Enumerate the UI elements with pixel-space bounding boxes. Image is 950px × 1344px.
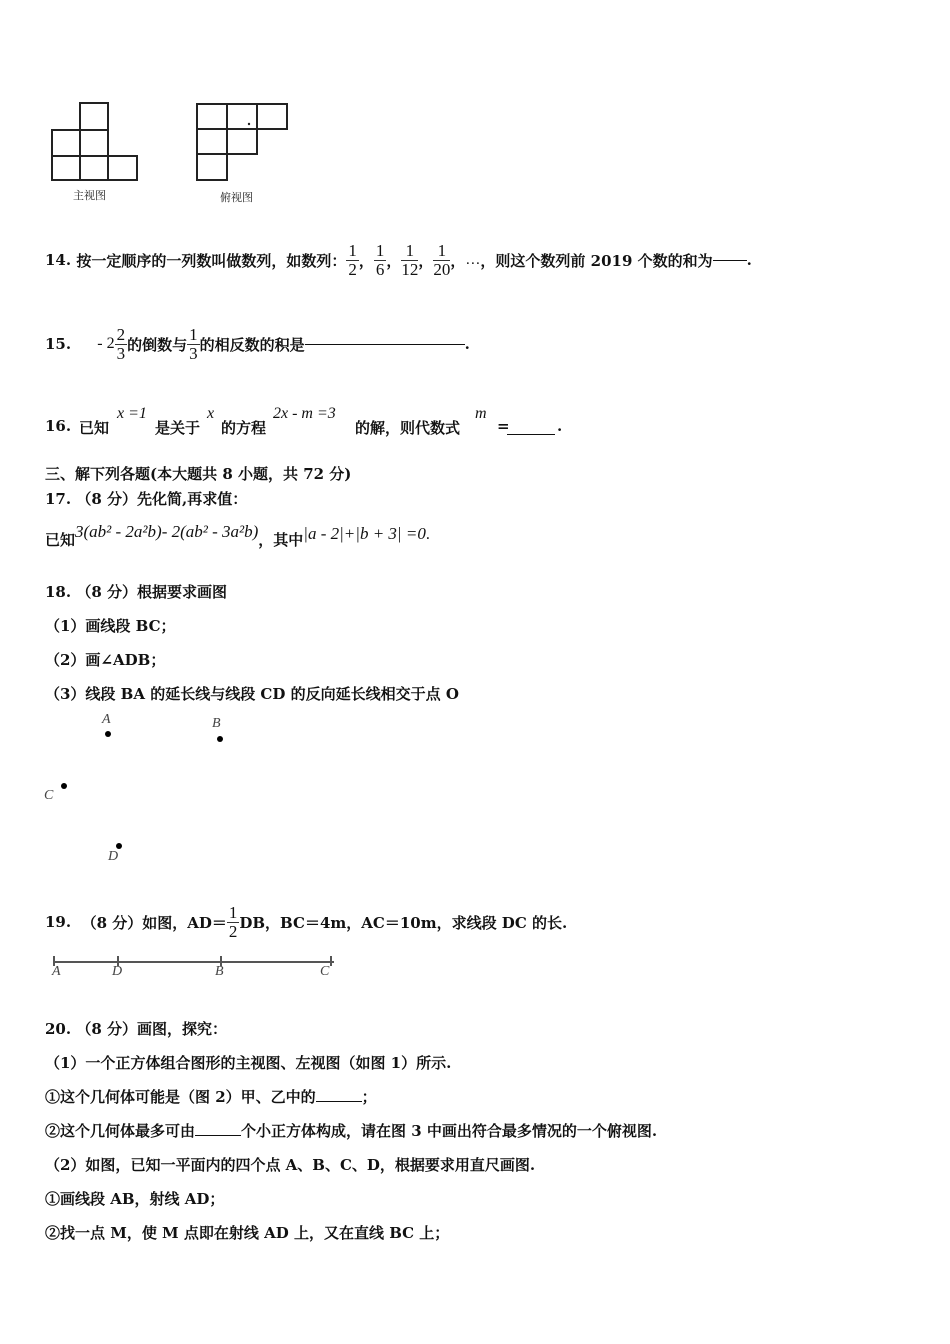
- q15-fraction: $\frac{1}{3}$: [189, 324, 198, 363]
- question-17-body: [45, 520, 430, 550]
- q16-text-2: 是关于: [155, 419, 201, 437]
- q19-number: 19.: [45, 913, 72, 931]
- q17-end: .: [425, 526, 430, 543]
- q20-line-6: ①画线段 AB，射线 AD；: [45, 1190, 225, 1208]
- question-15: [45, 322, 470, 366]
- q14-fraction-3: $\frac{1}{12}$: [401, 240, 419, 279]
- top-view-caption: 俯视图: [220, 191, 253, 204]
- q16-var-2: m: [475, 405, 487, 422]
- front-view-caption: 主视图: [73, 189, 106, 202]
- q15-answer-blank[interactable]: [305, 343, 465, 345]
- q17-text-1: 已知: [45, 530, 76, 549]
- q18-item-1: （1）画线段 BC；: [45, 617, 176, 635]
- q16-end: .: [557, 417, 563, 435]
- point-b-label: B: [212, 716, 221, 731]
- q17-condition: |a - 2|+|b + 3| =0: [303, 524, 426, 543]
- q19-fraction: $\frac{1}{2}$: [228, 902, 238, 941]
- front-view-figure: [48, 100, 143, 185]
- q14-sep: ，: [386, 251, 402, 270]
- q15-mixed-fraction: $\frac{2}{3}$: [116, 324, 126, 363]
- q20-heading: 20. （8 分）画图，探究：: [45, 1020, 227, 1038]
- q20-line-5: （2）如图，已知一平面内的四个点 A、B、C、D，根据要求用直尺画图.: [45, 1156, 536, 1174]
- point-d-label: D: [108, 849, 119, 864]
- q14-fraction-4: $\frac{1}{20}$: [433, 240, 451, 279]
- q17-heading: 17. （8 分）先化简,再求值：: [45, 490, 248, 508]
- section-3-title: 三、解下列各题(本大题共 8 小题，共 72 分): [45, 465, 352, 483]
- q14-tail: ，则这个数列前 2019 个数的和为: [480, 251, 713, 270]
- q15-number: 15.: [45, 335, 72, 353]
- q15-text-2: 的相反数的积是: [199, 335, 305, 354]
- q14-ellipsis: …: [465, 251, 481, 268]
- q17-expression: 3(ab² - 2a²b)- 2(ab² - 3a²b): [75, 522, 259, 541]
- q14-fraction-2: $\frac{1}{6}$: [375, 240, 385, 279]
- q16-expr-2: 2x - m =3: [273, 405, 336, 422]
- point-c-label: C: [44, 788, 54, 803]
- segment-figure: [48, 952, 340, 984]
- q16-expr-1: x =1: [117, 405, 147, 422]
- q20-line-4: [45, 1120, 657, 1141]
- question-14: [45, 238, 752, 282]
- q16-text-4: 的解，则代数式: [355, 419, 461, 437]
- q20-line-3-end: ；: [361, 1088, 377, 1106]
- q20-blank-2[interactable]: [195, 1134, 241, 1136]
- q15-mixed-whole: - 2: [97, 335, 115, 352]
- q16-text-3: 的方程: [221, 419, 267, 437]
- q14-sep: ，: [418, 251, 434, 270]
- segment-label-a: A: [52, 964, 61, 979]
- q15-end: .: [464, 335, 470, 353]
- q14-end: .: [746, 251, 752, 269]
- segment-label-b: B: [215, 964, 224, 979]
- point-a: [105, 731, 111, 737]
- q20-line-2: （1）一个正方体组合图形的主视图、左视图（如图 1）所示.: [45, 1054, 452, 1072]
- q14-sep: ，: [450, 251, 466, 270]
- q20-line-3-text: ①这个几何体可能是（图 2）甲、乙中的: [45, 1088, 316, 1106]
- q14-sep: ，: [358, 251, 374, 270]
- q18-item-2: （2）画∠ADB；: [45, 651, 166, 669]
- q14-fraction-1: $\frac{1}{2}$: [348, 240, 357, 279]
- q19-text-2: DB，BC＝4m，AC＝10m，求线段 DC 的长.: [239, 913, 568, 932]
- q14-number: 14.: [45, 251, 72, 269]
- q20-line-7: ②找一点 M，使 M 点即在射线 AD 上，又在直线 BC 上；: [45, 1224, 450, 1242]
- q17-text-2: ，其中: [258, 530, 304, 549]
- q16-number: 16.: [45, 417, 72, 435]
- q14-lead: 按一定顺序的一列数叫做数列，如数列：: [76, 251, 347, 270]
- q19-text-1: （8 分）如图，AD＝: [81, 913, 227, 932]
- q16-var: x: [207, 405, 215, 422]
- q16-answer-blank[interactable]: [507, 433, 555, 435]
- segment-label-c: C: [320, 964, 330, 979]
- q20-line-3: [45, 1086, 377, 1107]
- top-view-figure: [193, 100, 293, 185]
- segment-label-d: D: [112, 964, 123, 979]
- q20-line-4-end: 个小正方体构成，请在图 3 中画出符合最多情况的一个俯视图.: [241, 1122, 658, 1140]
- q16-text-5: =: [497, 417, 510, 435]
- q16-text-1: 已知: [79, 419, 110, 437]
- q20-line-4-text: ②这个几何体最多可由: [45, 1122, 196, 1140]
- q20-blank-1[interactable]: [316, 1100, 362, 1102]
- point-b: [217, 736, 223, 742]
- point-a-label: A: [102, 712, 111, 727]
- point-c: [61, 783, 67, 789]
- q18-item-3: （3）线段 BA 的延长线与线段 CD 的反向延长线相交于点 O: [45, 685, 459, 703]
- q15-text-1: 的倒数与: [127, 335, 188, 354]
- q14-answer-blank[interactable]: [713, 259, 747, 261]
- question-19: [45, 900, 567, 944]
- q18-heading: 18. （8 分）根据要求画图: [45, 583, 227, 601]
